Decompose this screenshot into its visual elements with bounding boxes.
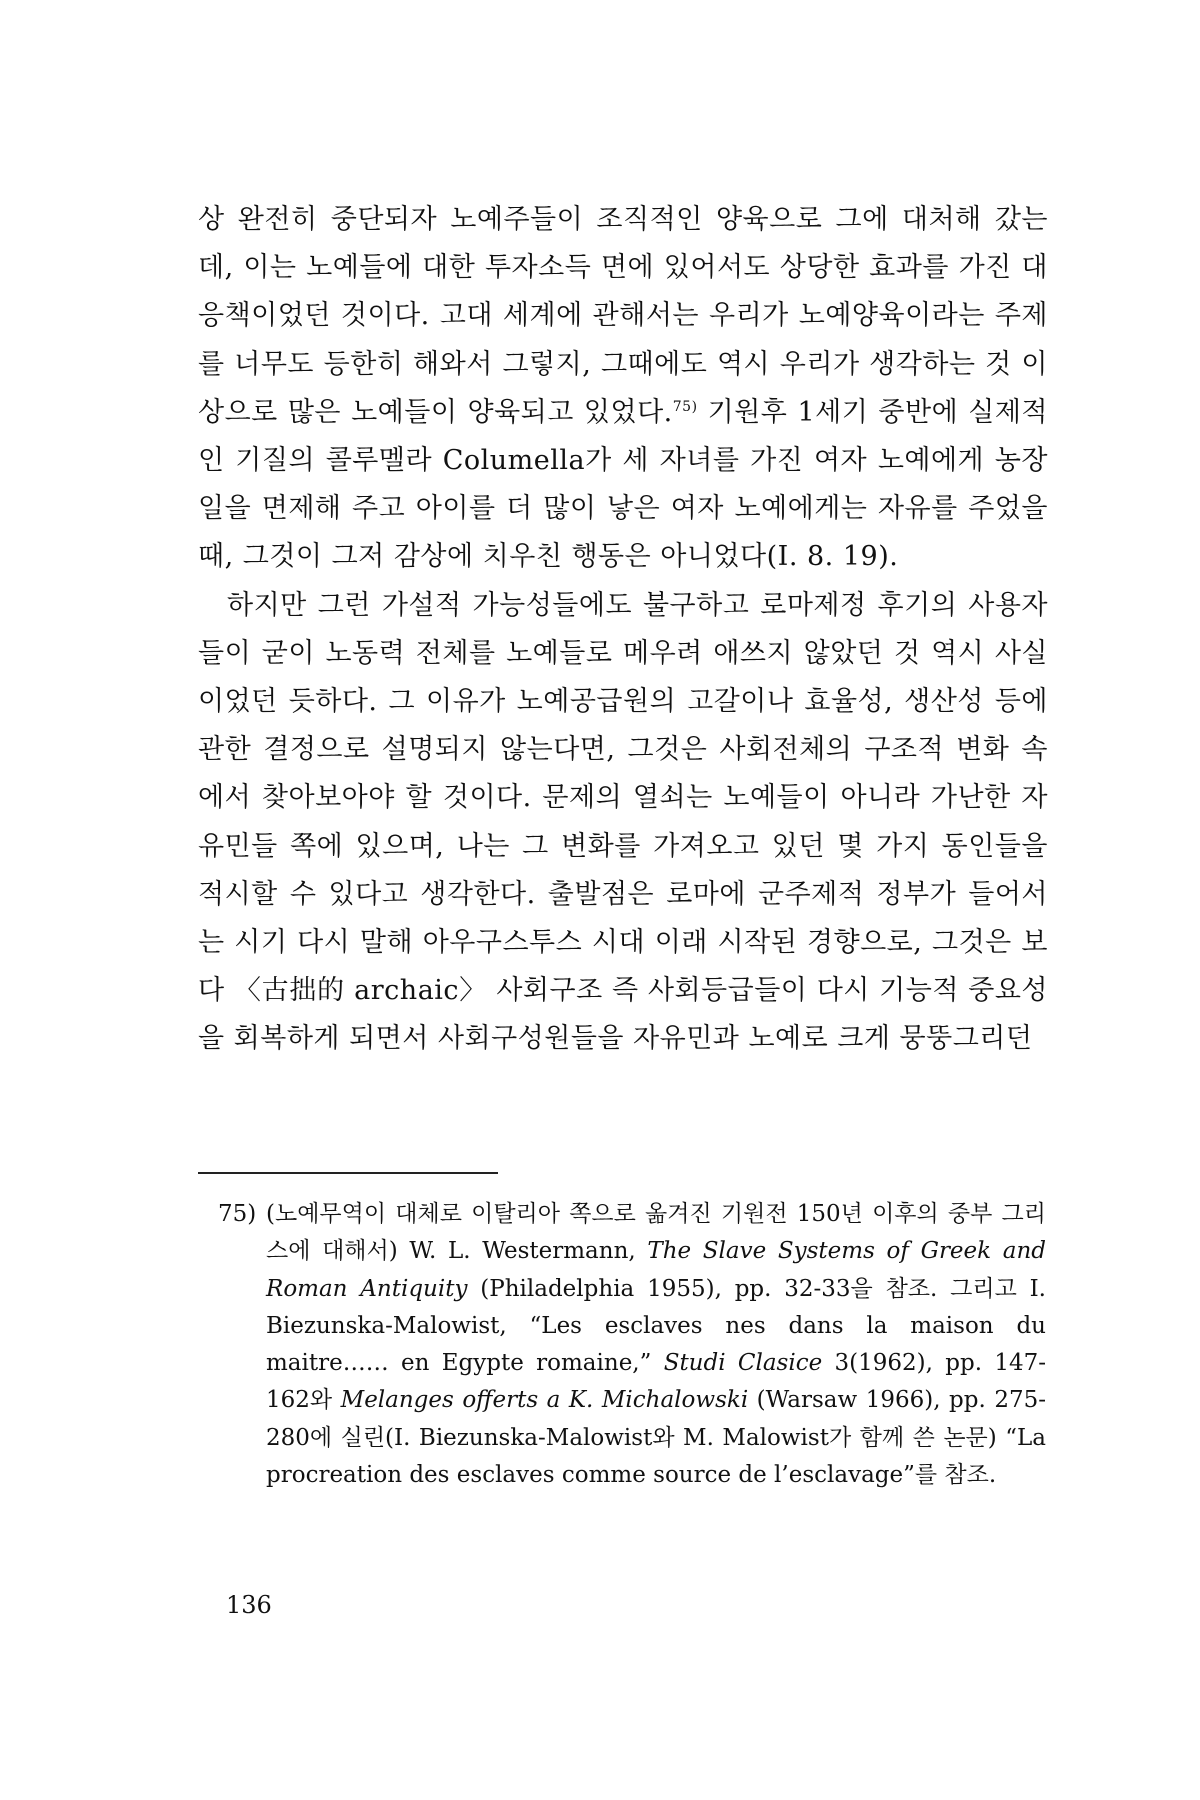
paragraph-1	[198, 196, 1048, 582]
paragraph-1-text-a: 상 완전히 중단되자 노예주들이 조직적인 양육으로 그에 대처해 갔는데, 이는 노예들에 대한 투자소득 면에 있어서도 상당한 효과를 가진 대응책이었던 것이다. 고대 세계에 관해서는 우리가 노예양육이라는 주제를 너무도 등한히 해와서 그렇지, 그때에도 역시 우리가 생각하는 것 이상으로 많은 노예들이 양육되고 있었다.	[198, 204, 1048, 428]
footnote-text-1: (노예무역이 대체로 이탈리아 쪽으로 옮겨진 기원전 150년 이후의 중부 그리스에 대해서) W. L. Westermann,	[266, 1201, 1046, 1265]
footnote-title-2: Studi Clasice	[663, 1350, 823, 1377]
footnote-text-4: (Warsaw 1966), pp. 275-280에 실린(I. Biezunska-Malowist와 M. Malowist가 함께 쓴 논문) “La procreation des esclaves comme source de l’esclavage”를 참조.	[266, 1387, 1046, 1489]
footnote-divider	[198, 1172, 498, 1174]
footnote-title-3: Melanges offerts a K. Michalowski	[340, 1387, 749, 1414]
paragraph-2: 하지만 그런 가설적 가능성들에도 불구하고 로마제정 후기의 사용자들이 굳이 노동력 전체를 노예들로 메우려 애쓰지 않았던 것 역시 사실이었던 듯하다. 그 이유가 노예공급원의 고갈이나 효율성, 생산성 등에 관한 결정으로 설명되지 않는다면, 그것은 사회전체의 구조적 변화 속에서 찾아보아야 할 것이다. 문제의 열쇠는 노예들이 아니라 가난한 자유민들 쪽에 있으며, 나는 그 변화를 가져오고 있던 몇 가지 동인들을 적시할 수 있다고 생각한다. 출발점은 로마에 군주제적 정부가 들어서는 시기 다시 말해 아우구스투스 시대 이래 시작된 경향으로, 그것은 보다 〈古拙的 archaic〉 사회구조 즉 사회등급들이 다시 기능적 중요성을 회복하게 되면서 사회구성원들을 자유민과 노예로 크게 뭉뚱그리던	[198, 589, 1048, 1055]
footnote-body	[266, 1196, 1046, 1494]
footnote-75	[218, 1196, 1046, 1494]
page-number: 136	[226, 1591, 272, 1619]
footnote-text-3: 3(1962), pp. 147-162와	[266, 1350, 1046, 1414]
footnote-reference-75: 75)	[672, 398, 698, 415]
footnote-number: 75)	[218, 1201, 257, 1227]
body-text	[198, 196, 1048, 1064]
footnote-text-2: (Philadelphia 1955), pp. 32-33을 참조. 그리고 I. Biezunska-Malowist, “Les esclaves nes dans la maison du maitre…… en Egypte romaine,”	[266, 1275, 1046, 1377]
paragraph-1-text-b: 기원후 1세기 중반에 실제적인 기질의 콜루멜라 Columella가 세 자녀를 가진 여자 노예에게 농장일을 면제해 주고 아이를 더 많이 낳은 여자 노예에게는 자유를 주었을 때, 그것이 그저 감상에 치우친 행동은 아니었다(I. 8. 19).	[198, 396, 1048, 573]
footnote-title-1: The Slave Systems of Greek and Roman Antiquity	[266, 1238, 1046, 1302]
